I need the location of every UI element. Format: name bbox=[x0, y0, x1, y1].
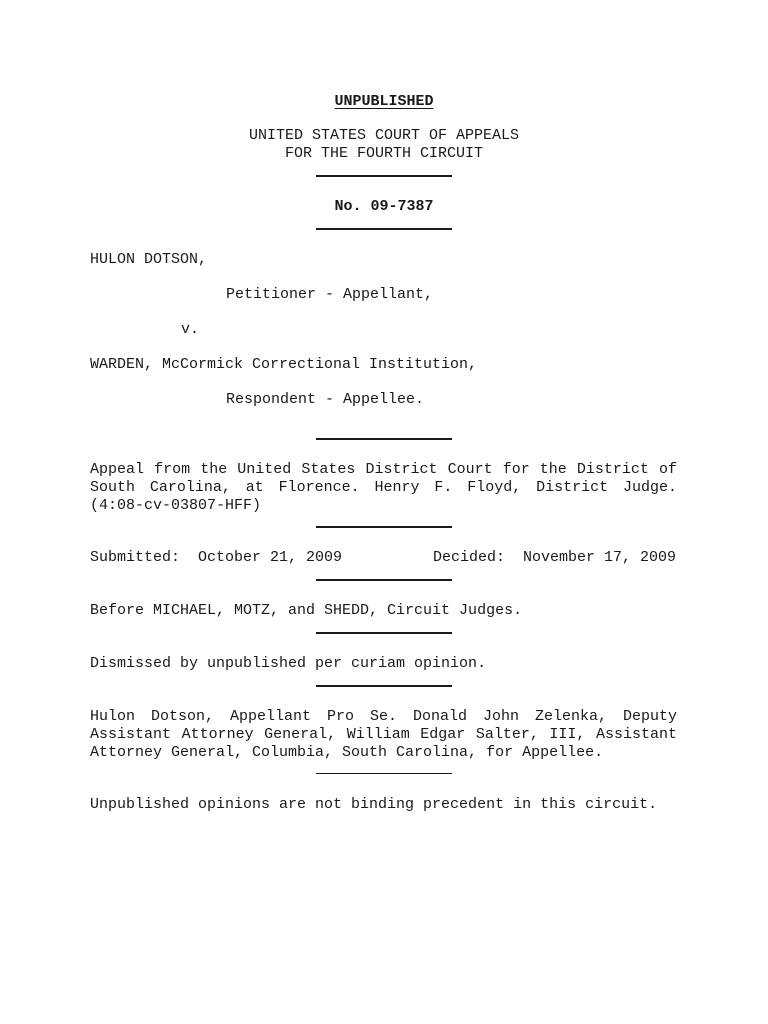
section-divider bbox=[316, 632, 452, 634]
disposition: Dismissed by unpublished per curiam opinion. bbox=[90, 655, 487, 672]
appeal-line-2: South Carolina, at Florence. Henry F. Floyd, District Judge. bbox=[90, 479, 677, 496]
section-divider bbox=[316, 579, 452, 581]
precedent-notice: Unpublished opinions are not binding precedent in this circuit. bbox=[90, 796, 658, 813]
appeal-line-1: Appeal from the United States District Court for the District of bbox=[90, 461, 677, 478]
publication-status: UNPUBLISHED bbox=[334, 93, 434, 110]
section-divider bbox=[316, 773, 452, 774]
respondent-role: Respondent - Appellee. bbox=[226, 391, 425, 408]
counsel-line-1: Hulon Dotson, Appellant Pro Se. Donald John Zelenka, Deputy bbox=[90, 708, 677, 725]
respondent-name: WARDEN, McCormick Correctional Institution, bbox=[90, 356, 478, 373]
counsel-line-2: Assistant Attorney General, William Edgar Salter, III, Assistant bbox=[90, 726, 677, 743]
counsel-line-3: Attorney General, Columbia, South Carolina, for Appellee. bbox=[90, 744, 604, 761]
petitioner-name: HULON DOTSON, bbox=[90, 251, 208, 268]
section-divider bbox=[316, 228, 452, 230]
appeal-line-3: (4:08-cv-03807-HFF) bbox=[90, 497, 262, 514]
section-divider bbox=[316, 685, 452, 687]
submitted-date: Submitted: October 21, 2009 bbox=[90, 549, 343, 566]
section-divider bbox=[316, 438, 452, 440]
decided-date: Decided: November 17, 2009 bbox=[433, 549, 677, 566]
petitioner-role: Petitioner - Appellant, bbox=[226, 286, 434, 303]
section-divider bbox=[316, 526, 452, 528]
court-name-line-1: UNITED STATES COURT OF APPEALS bbox=[248, 127, 520, 144]
versus: v. bbox=[181, 321, 200, 338]
section-divider bbox=[316, 175, 452, 177]
court-name-line-2: FOR THE FOURTH CIRCUIT bbox=[284, 145, 484, 162]
case-number: No. 09-7387 bbox=[334, 198, 434, 215]
panel-judges: Before MICHAEL, MOTZ, and SHEDD, Circuit Judges. bbox=[90, 602, 523, 619]
